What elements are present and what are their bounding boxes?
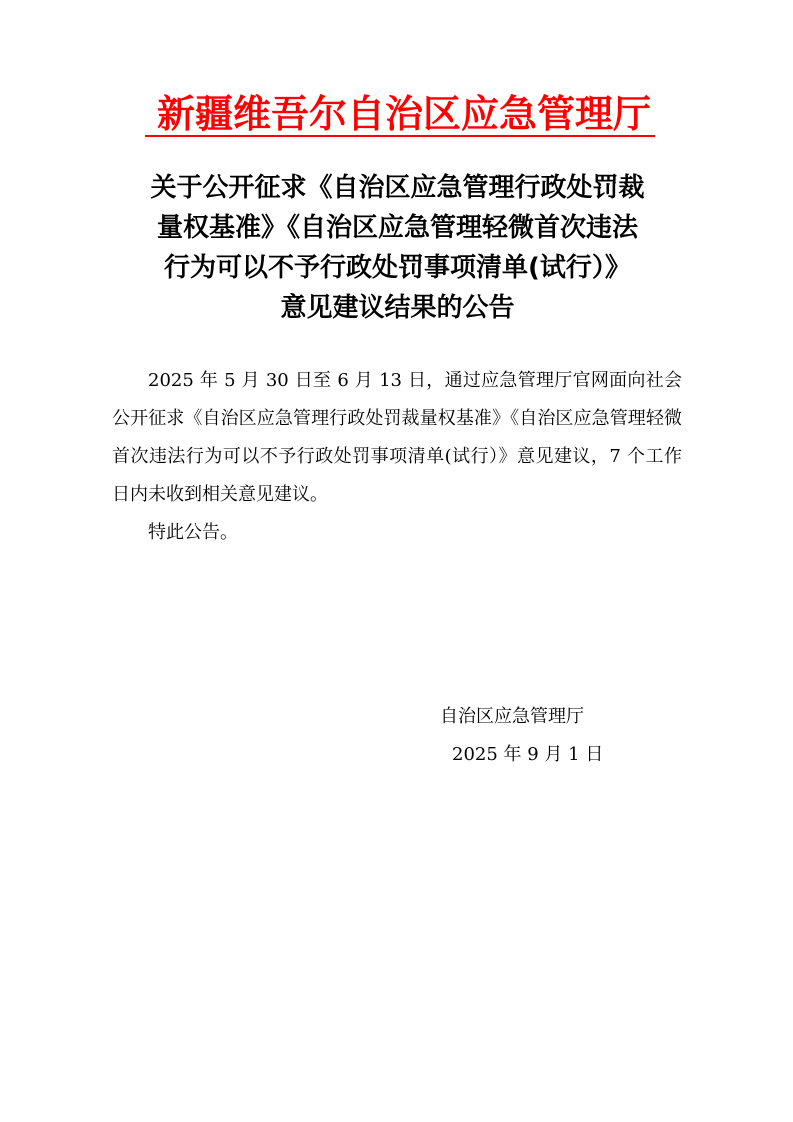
- body-paragraph-closing: 特此公告。: [148, 522, 238, 543]
- body-paragraph-main: 2025 年 5 月 30 日至 6 月 13 日，通过应急管理厅官网面向社会公开征求《自治区应急管理行政处罚裁量权基准》《自治区应急管理轻微首次违法行为可以不予行政处罚事项清单(试行）》意见建议，7 个工作日内未收到相关意见建议。: [112, 370, 682, 505]
- title-line: 量权基准》《自治区应急管理轻微首次违法: [156, 213, 638, 243]
- document-body: [112, 362, 682, 552]
- signature-date: 2025 年 9 月 1 日: [452, 744, 604, 765]
- letterhead-title: 新疆维吾尔自治区应急管理厅: [145, 93, 655, 137]
- title-line: 意见建议结果的公告: [280, 293, 515, 323]
- letterhead: [100, 90, 700, 138]
- document-title: [110, 168, 685, 328]
- title-line: 行为可以不予行政处罚事项清单(试行）》: [164, 253, 631, 283]
- signature-block: [430, 698, 650, 774]
- signature-organization: 自治区应急管理厅: [440, 706, 584, 727]
- title-line: 关于公开征求《自治区应急管理行政处罚裁: [150, 173, 645, 203]
